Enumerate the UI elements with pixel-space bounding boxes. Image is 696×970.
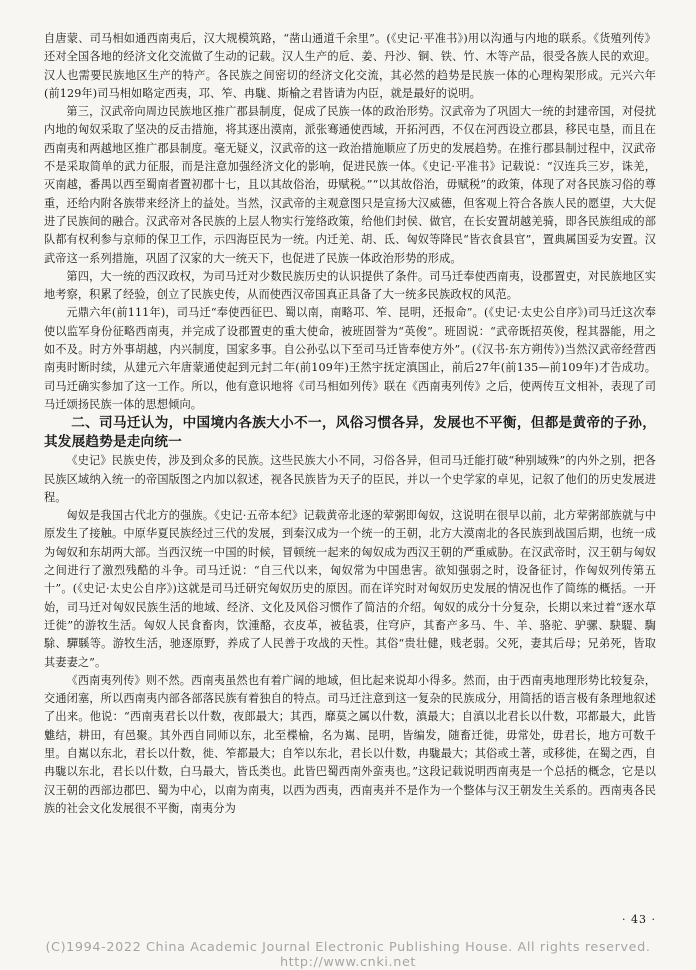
- paragraph-2: 第三，汉武帝向周边民族地区推广郡县制度，促成了民族一体的政治形势。汉武帝为了巩固大一统的封建帝国，对侵扰内地的匈奴采取了坚决的反击措施，将其逐出漠南，派张骞通使西域，开拓河西，不仅在河西设立郡县，移民屯垦，而且在西南夷和两越地区推广郡县制度。毫无疑义，汉武帝的这一政治措施顺应了历史的发展趋势。在推行郡县制过程中，汉武帝不是采取简单的武力征服，而是注意加强经济文化的影响，促进民族一体。《史记·平准书》记载说：“汉连兵三岁，诛羌，灭南越，番禺以西至蜀南者置初郡十七，且以其故俗治，毋赋税。”“以其故俗治，毋赋税”的政策，体现了对各民族习俗的尊重，还给内附各族带来经济上的益处。当然，汉武帝的主观意图只是宣扬大汉威德，但客观上符合各族人民的愿望，大大促进了民族间的融合。汉武帝对各民族的上层人物实行笼络政策，给他们封侯、做官，在长安置胡越羌骑，即各民族组成的部队都有权利参与京师的保卫工作，示四海臣民为一统。内迁羌、胡、氐、匈奴等降民“皆衣食县官”，置典属国妥为安置。汉武帝这一系列措施，巩固了汉家的大一统天下，也促进了民族一体政治形势的形成。: [44, 105, 656, 265]
- paragraph-3: 第四，大一统的西汉政权，为司马迁对少数民族历史的认识提供了条件。司马迁奉使西南夷，设郡置吏，对民族地区实地考察，积累了经验，创立了民族史传，从而使西汉帝国真正具备了大一统多民族政权的风范。: [44, 269, 656, 302]
- paragraph-5: 《史记》民族史传，涉及到众多的民族。这些民族大小不同，习俗各异，但司马迁能打破“种别域殊”的内外之别，把各民族区域纳入统一的帝国版图之内加以叙述，视各民族皆为天子的臣民，并以一个史学家的卓见，记叙了他们的历史发展进程。: [44, 454, 656, 504]
- paragraph-6: 匈奴是我国古代北方的强族。《史记·五帝本纪》记载黄帝北逐的荤粥即匈奴，这说明在很早以前，北方荤粥部族就与中原发生了接触。中原华夏民族经过三代的发展，到秦汉成为一个统一的王朝，北方大漠南北的各民族到战国后期，也统一成为匈奴和东胡两大部。当西汉统一中国的时候，冒顿统一起来的匈奴成为西汉王朝的严重威胁。在汉武帝时，汉王朝与匈奴之间进行了激烈残酷的斗争。司马迁说：“自三代以来，匈奴常为中国患害。欲知强弱之时，设备征讨，作匈奴列传第五十”。(《史记·太史公自序》)这就是司马迁研究匈奴历史的原因。而在详究时对匈奴历史发展的情况也作了简练的概括。一开始，司马迁对匈奴民族生活的地域、经济、文化及风俗习惯作了简洁的介绍。匈奴的成分十分复杂，长期以来过着“逐水草迁徙”的游牧生活。匈奴人民食畜肉，饮湩酪，衣皮革，被毡裘，住穹庐，其畜产多马、牛、羊、骆驼、驴骡、駃騠、騊駼、驒騱等。游牧生活，驰逐原野，养成了人民善于攻战的天性。其俗“贵壮健，贱老弱。父死，妻其后母；兄弟死，皆取其妻妻之”。: [44, 509, 656, 669]
- page-number: · 43 ·: [622, 913, 656, 926]
- paragraph-4: 元鼎六年(前111年)，司马迁“奉使西征巴、蜀以南，南略邛、笮、昆明，还报命”。(《史记·太史公自序》)司马迁这次奉使以监军身份征略西南夷，并完成了设郡置吏的重大使命，被班固誉为“英俊”。班固说：“武帝既招英俊，程其器能，用之如不及。时方外事胡越，内兴制度，国家多事。自公孙弘以下至司马迁皆奉使方外”。(《汉书·东方朔传》)当然汉武帝经营西南夷时断时续，从建元六年唐蒙通使起到元封二年(前109年)王然宇抚定滇国止，前后27年(前135—前109年)才告成功。司马迁确实参加了这一工作。所以，他有意识地将《司马相如列传》联在《西南夷列传》之后，使两传互文相补，表现了司马迁颂扬民族一体的思想倾向。: [44, 306, 656, 411]
- article-body: [44, 30, 656, 818]
- paragraph-7: 《西南夷列传》则不然。西南夷虽然也有着广阔的地域，但比起来说却小得多。然而，由于西南夷地理形势比较复杂，交通闭塞，所以西南夷内部各部落民族有着独自的特点。司马迁注意到这一复杂的民族成分，用简括的语言极有条理地叙述了出来。他说：“西南夷君长以什数，夜郎最大；其西，靡莫之属以什数，滇最大；自滇以北君长以什数，邛都最大，此皆魋结，耕田，有邑聚。其外西自同师以东，北至楪榆，名为嶲、昆明，皆编发，随畜迁徙，毋常处，毋君长，地方可数千里。自嶲以东北，君长以什数，徙、笮都最大；自笮以东北，君长以什数，冉駹最大；其俗或土著，或移徙，在蜀之西，自冉駹以东北，君长以什数，白马最大，皆氐类也。此皆巴蜀西南外蛮夷也。”这段记载说明西南夷是一个总括的概念，它是以汉王朝的西部边郡巴、蜀为中心，以南为南夷，以西为西夷，西南夷并不是作为一个整体与汉王朝发生关系的。西南夷各民族的社会文化发展很不平衡，南夷分为: [44, 673, 656, 815]
- copyright-footer: (C)1994-2022 China Academic Journal Electronic Publishing House. All rights reserved. http://www.cnki.net: [45, 940, 651, 970]
- paragraph-1: 自唐蒙、司马相如通西南夷后，汉大规模筑路，“凿山通道千余里”。(《史记·平准书》)用以沟通与内地的联系。《货殖列传》还对全国各地的经济文化交流做了生动的记载。汉人生产的卮、姜、丹沙、铜、铁、竹、木等产品，很受各族人民的欢迎。汉人也需要民族地区生产的特产。各民族之间密切的经济文化交流，其必然的趋势是民族一体的心理构架形成。元兴六年(前129年)司马相如略定西夷，邛、笮、冉駹、斯榆之君皆请为内臣，就是最好的说明。: [44, 32, 656, 100]
- section-heading: 二、司马迁认为，中国境内各族大小不一，风俗习惯各异，发展也不平衡，但都是黄帝的子孙，其发展趋势是走向统一: [44, 415, 656, 451]
